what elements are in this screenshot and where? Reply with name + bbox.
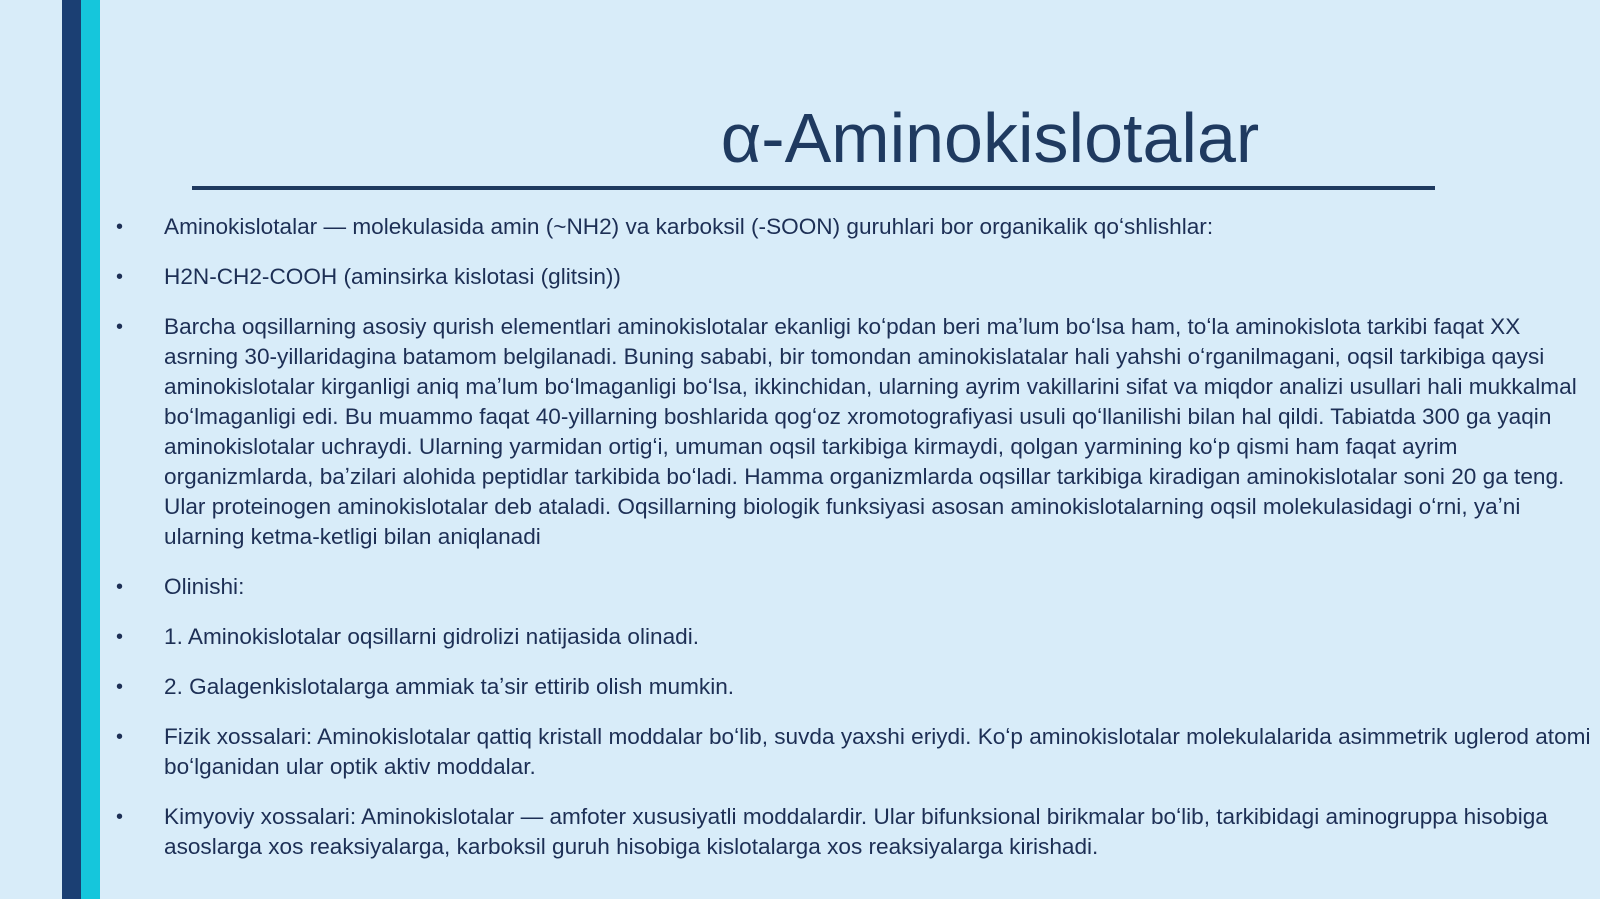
list-item-text: Fizik xossalari: Aminokislotalar qattiq kristall moddalar boʻlib, suvda yaxshi eriydi. Koʻp aminokislotalar molekulalarida asimmetrik uglerod atomi boʻlganidan ular optik aktiv moddalar. <box>164 724 1591 779</box>
list-item-text: H2N-CH2-COOH (aminsirka kislotasi (glitsin)) <box>164 264 621 289</box>
left-accent-bar-dark <box>62 0 81 899</box>
list-item-text: Barcha oqsillarning asosiy qurish elementlari aminokislotalar ekanligi koʻpdan beri maʼlum boʻlsa ham, toʻla aminokislota tarkibi faqat XX asrning 30-yillaridagina batamom belgilanadi. Buning sababi, bir tomondan aminokislatalar hali yahshi oʻrganilmagani, oqsil tarkibiga qaysi aminokislotalar kirganligi aniq maʼlum boʻlmaganligi boʻlsa, ikkinchidan, ularning ayrim vakillarini sifat va miqdor analizi usullari hali mukkalmal boʻlmaganligi edi. Bu muammo faqat 40-yillarning boshlarida qogʻoz xromotografiyasi usuli qoʻllanilishi bilan hal qildi. Tabiatda 300 ga yaqin aminokislotalar uchraydi. Ularning yarmidan ortigʻi, umuman oqsil tarkibiga kirmaydi, qolgan yarmining koʻp qismi ham faqat ayrim organizmlarda, baʼzilari alohida peptidlar tarkibida boʻladi. Hamma organizmlarda oqsillar tarkibiga kiradigan aminokislotalar soni 20 ga teng. Ular proteinogen aminokislotalar deb ataladi. Oqsillarning biologik funksiyasi asosan aminokislotalarning oqsil molekulasidagi oʻrni, yaʼni ularning ketma-ketligi bilan aniqlanadi <box>164 314 1577 549</box>
bullet-icon: • <box>116 266 124 288</box>
list-item-text: Olinishi: <box>164 574 245 599</box>
bullet-icon: • <box>116 806 124 828</box>
list-item-text: 2. Galagenkislotalarga ammiak taʼsir ettirib olish mumkin. <box>164 674 735 699</box>
bullet-icon: • <box>116 726 124 748</box>
list-item <box>112 312 1592 552</box>
bullet-icon: • <box>116 216 124 238</box>
bullet-icon: • <box>116 676 124 698</box>
bullet-icon: • <box>116 316 124 338</box>
list-item <box>112 622 1592 652</box>
title-underline <box>192 186 1435 190</box>
bullet-icon: • <box>116 626 124 648</box>
slide-title: α-Aminokislotalar <box>720 99 1260 177</box>
list-item <box>112 722 1592 782</box>
list-item <box>112 802 1592 862</box>
list-item-text: 1. Aminokislotalar oqsillarni gidrolizi natijasida olinadi. <box>164 624 699 649</box>
list-item <box>112 572 1592 602</box>
left-accent-bar-cyan <box>81 0 100 899</box>
list-item-text: Kimyoviy xossalari: Aminokislotalar — amfoter xususiyatli moddalardir. Ular bifunksional birikmalar boʻlib, tarkibidagi aminogruppa hisobiga asoslarga xos reaksiyalarga, karboksil guruh hisobiga kislotalarga xos reaksiyalarga kirishadi. <box>164 804 1548 859</box>
list-item-text: Aminokislotalar — molekulasida amin (~NH2) va karboksil (-SOON) guruhlari bor organikalik qoʻshlishlar: <box>164 214 1214 239</box>
list-item <box>112 212 1592 242</box>
list-item <box>112 262 1592 292</box>
bullet-icon: • <box>116 576 124 598</box>
list-item <box>112 672 1592 702</box>
bullet-list <box>112 212 1592 882</box>
